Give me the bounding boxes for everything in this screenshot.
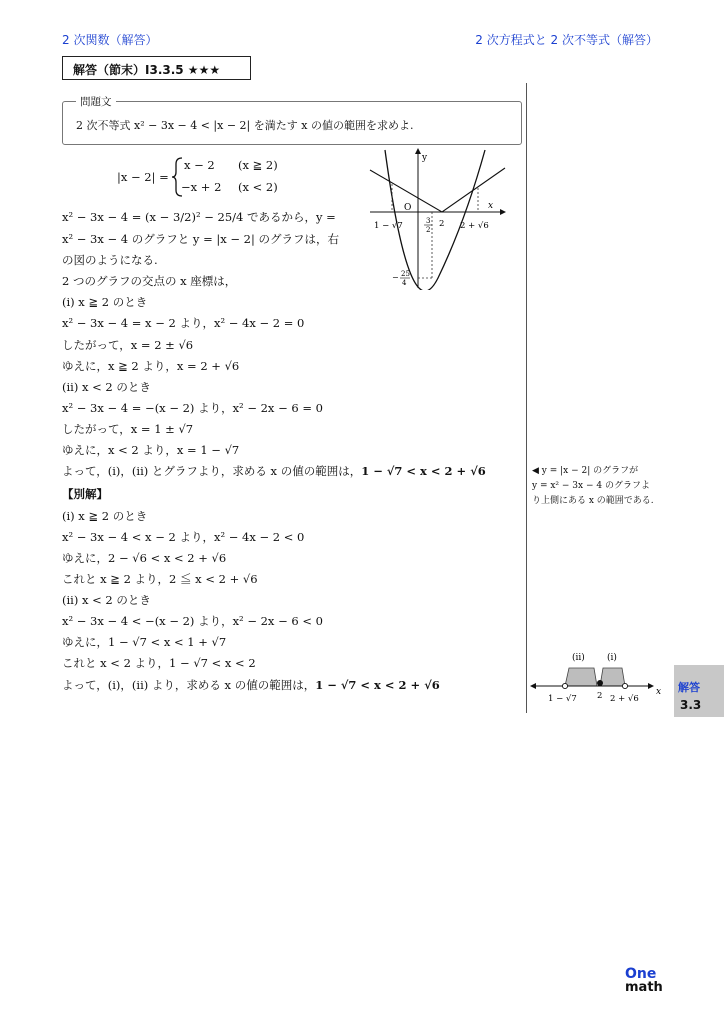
header-left: 2 次関数（解答） [62,33,158,47]
numberline-axis-label: x [656,687,662,697]
alt-line-4: これと x ≧ 2 より，2 ≦ x < 2 + √6 [62,572,258,586]
numberline-right-arrow-icon [648,683,654,689]
region-i [600,668,625,686]
alt-line-6: x² − 3x − 4 < −(x − 2) より，x² − 2x − 6 < 0 [62,614,323,628]
problem-text: 2 次不等式 x² − 3x − 4 < |x − 2| を満たす x の値の範囲を求めよ. [76,119,414,132]
tick-2: 2 [439,219,445,229]
abs-value-graph [370,168,505,212]
closed-point-mid [597,680,603,686]
problem-label: 問題文 [76,94,116,109]
region-ii [565,668,597,686]
numberline-left-arrow-icon [530,683,536,689]
alt-line-7: ゆえに，1 − √7 < x < 1 + √7 [62,635,227,649]
solution-line-11: したがって，x = 1 ± √7 [62,422,194,436]
answer-1-result: 1 − √7 < x < 2 + √6 [361,464,486,478]
solution-line-10: x² − 3x − 4 = −(x − 2) より，x² − 2x − 6 = 0 [62,401,323,415]
abs-def-case2: −x + 2 [181,180,222,194]
tick-2-plus-sqrt6: 2 + √6 [460,221,489,231]
chapter-tab [674,665,724,717]
numberline-label-ii: (ii) [572,653,585,663]
open-point-left [562,683,567,688]
y-axis-label: y [422,153,428,163]
alt-line-1: (i) x ≧ 2 のとき [62,509,148,523]
answer-1-prefix: よって，(i)，(ii) とグラフより，求める x の値の範囲は， [62,464,362,478]
onemath-logo [625,967,663,995]
abs-def-case1: x − 2 [184,158,215,172]
alt-line-8: これと x < 2 より，1 − √7 < x < 2 [62,656,256,670]
side-note-2: y = x² − 3x − 4 のグラフよ [532,481,650,491]
numberline-label-i: (i) [607,653,617,663]
alt-heading: 【別解】 [62,487,108,501]
x-axis-label: x [488,201,494,211]
abs-def-cond2: (x < 2) [238,180,278,194]
chapter-tab-label: 解答 [678,681,700,694]
side-note-1: ◀ y = |x − 2| のグラフが [532,466,639,476]
parabola-curve [385,150,485,290]
chapter-tab-section: 3.3 [680,698,702,712]
ymin-den: 4 [402,279,407,287]
numberline-tick-left: 1 − √7 [548,694,577,704]
tick-1-minus-sqrt7: 1 − √7 [374,221,403,231]
margin-divider [526,83,527,713]
alt-line-3: ゆえに，2 − √6 < x < 2 + √6 [62,551,227,565]
solution-line-4: 2 つのグラフの交点の x 座標は， [62,274,237,288]
numberline-figure [530,648,672,706]
numberline-tick-right: 2 + √6 [610,694,639,704]
abs-def-cond1: (x ≧ 2) [238,158,278,172]
solution-line-6: x² − 3x − 4 = x − 2 より，x² − 4x − 2 = 0 [62,316,305,330]
solution-line-7: したがって，x = 2 ± √6 [62,338,194,352]
solution-line-5: (i) x ≧ 2 のとき [62,295,148,309]
answer-2 [62,677,440,693]
x-axis-arrow-icon [500,209,506,215]
solution-line-2: x² − 3x − 4 のグラフと y = |x − 2| のグラフは，右 [62,232,340,246]
alt-line-2: x² − 3x − 4 < x − 2 より，x² − 4x − 2 < 0 [62,530,305,544]
answer-2-result: 1 − √7 < x < 2 + √6 [315,678,440,692]
logo-one: One [625,966,657,982]
solution-line-9: (ii) x < 2 のとき [62,380,151,394]
numberline-tick-mid: 2 [597,691,603,701]
tick-3-2-num: 3 [426,217,431,225]
graph-figure [360,148,520,290]
ymin-sign: − [392,273,399,282]
side-note-3: り上側にある x の範囲である. [532,496,654,506]
origin-label: O [404,203,412,213]
alt-line-5: (ii) x < 2 のとき [62,593,151,607]
answer-2-prefix: よって，(i)，(ii) より，求める x の値の範囲は， [62,678,316,692]
solution-line-1: x² − 3x − 4 = (x − 3/2)² − 25/4 であるから，y = [62,210,336,224]
tick-3-2-den: 2 [426,226,431,234]
solution-line-8: ゆえに，x ≧ 2 より，x = 2 + √6 [62,359,240,373]
ymin-num: 25 [401,270,410,278]
solution-line-3: の図のようになる. [62,253,158,267]
section-title: 解答（節末）I3.3.5 ★★★ [62,56,251,80]
logo-math: math [625,980,663,995]
answer-1 [62,463,486,479]
abs-def-lhs: |x − 2| = [117,170,169,184]
y-axis-arrow-icon [415,148,421,154]
solution-line-12: ゆえに，x < 2 より，x = 1 − √7 [62,443,240,457]
open-point-right [622,683,627,688]
header-right: 2 次方程式と 2 次不等式（解答） [475,33,658,47]
